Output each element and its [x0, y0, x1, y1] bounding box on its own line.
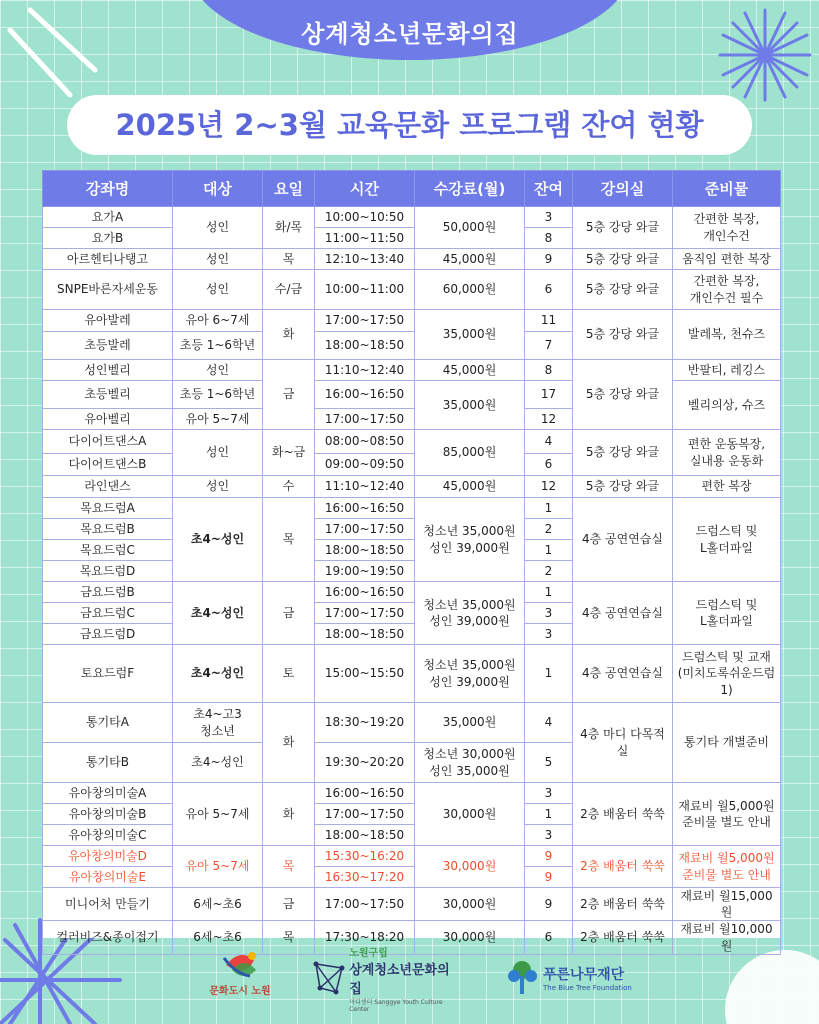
cell-target: 초4~성인 [173, 498, 263, 582]
cell-name: 라인댄스 [43, 476, 173, 498]
col-header-room: 강의실 [573, 171, 673, 207]
cell-target: 초4~고3 청소년 [173, 703, 263, 743]
cell-remaining: 1 [525, 540, 573, 561]
cell-fee: 30,000원 [415, 846, 525, 888]
cell-day: 화~금 [263, 430, 315, 476]
cell-supplies: 드럼스틱 및 L홀더파일 [673, 582, 781, 645]
cell-supplies: 간편한 복장, 개인수건 필수 [673, 270, 781, 310]
program-table [42, 170, 781, 955]
cell-room: 2층 배움터 쑥쑥 [573, 846, 673, 888]
table-row [43, 645, 781, 703]
cell-target: 6세~초6 [173, 921, 263, 954]
cell-time: 16:00~16:50 [315, 381, 415, 409]
cell-supplies: 재료비 월15,000원 [673, 888, 781, 921]
cell-fee: 50,000원 [415, 207, 525, 249]
cell-room: 5층 강당 와글 [573, 430, 673, 476]
sanggye-logo-top: 노원구립 [349, 947, 388, 959]
cell-time: 19:00~19:50 [315, 561, 415, 582]
deco-starburst-top-right [715, 5, 815, 105]
cell-day: 수/금 [263, 270, 315, 310]
cell-remaining: 9 [525, 846, 573, 867]
nowon-logo-icon [216, 948, 264, 982]
cell-name: 미니어처 만들기 [43, 888, 173, 921]
cell-day: 화 [263, 783, 315, 846]
cell-room: 2층 배움터 쑥쑥 [573, 888, 673, 921]
cell-day: 토 [263, 645, 315, 703]
cell-supplies: 통기타 개별준비 [673, 703, 781, 783]
cell-room: 4층 마디 다목적실 [573, 703, 673, 783]
cell-supplies: 드럼스틱 및 L홀더파일 [673, 498, 781, 582]
cell-target: 성인 [173, 476, 263, 498]
cell-room: 4층 공연연습실 [573, 582, 673, 645]
cell-name: 유아창의미술A [43, 783, 173, 804]
table-row [43, 783, 781, 804]
cell-fee: 35,000원 [415, 381, 525, 430]
cell-target: 초4~성인 [173, 582, 263, 645]
cell-supplies: 발레복, 천슈즈 [673, 310, 781, 360]
cell-day: 금 [263, 888, 315, 921]
cell-name: 유아창의미술C [43, 825, 173, 846]
cell-fee: 30,000원 [415, 921, 525, 954]
cell-remaining: 17 [525, 381, 573, 409]
cell-remaining: 3 [525, 783, 573, 804]
cell-target: 성인 [173, 249, 263, 270]
cell-remaining: 6 [525, 270, 573, 310]
cell-remaining: 3 [525, 825, 573, 846]
cell-fee: 45,000원 [415, 360, 525, 381]
cell-day: 화/목 [263, 207, 315, 249]
cell-day: 화 [263, 310, 315, 360]
cell-day: 금 [263, 360, 315, 430]
cell-target: 초4~성인 [173, 645, 263, 703]
cell-time: 10:00~11:00 [315, 270, 415, 310]
table-header-row [43, 171, 781, 207]
cell-fee: 청소년 35,000원 성인 39,000원 [415, 645, 525, 703]
cell-name: 아르헨티나탱고 [43, 249, 173, 270]
cell-supplies: 편한 복장 [673, 476, 781, 498]
cell-room: 5층 강당 와글 [573, 310, 673, 360]
cell-remaining: 3 [525, 603, 573, 624]
cell-time: 11:10~12:40 [315, 476, 415, 498]
cell-supplies: 움직임 편한 복장 [673, 249, 781, 270]
cell-time: 11:10~12:40 [315, 360, 415, 381]
cell-time: 11:00~11:50 [315, 228, 415, 249]
cell-fee: 청소년 35,000원 성인 39,000원 [415, 498, 525, 582]
col-header-time: 시간 [315, 171, 415, 207]
cell-day: 목 [263, 921, 315, 954]
cell-time: 17:30~18:20 [315, 921, 415, 954]
page-title: 2025년 2~3월 교육문화 프로그램 잔여 현황 [67, 95, 752, 155]
cell-target: 유아 5~7세 [173, 846, 263, 888]
cell-time: 17:00~17:50 [315, 888, 415, 921]
cell-fee: 30,000원 [415, 888, 525, 921]
cell-remaining: 8 [525, 228, 573, 249]
cell-day: 화 [263, 703, 315, 783]
cell-time: 08:00~08:50 [315, 430, 415, 454]
cell-time: 17:00~17:50 [315, 310, 415, 332]
cell-remaining: 8 [525, 360, 573, 381]
cell-name: 유아발레 [43, 310, 173, 332]
cell-day: 목 [263, 498, 315, 582]
cell-time: 16:00~16:50 [315, 783, 415, 804]
cell-name: 컬러비즈&종이접기 [43, 921, 173, 954]
col-header-supplies: 준비물 [673, 171, 781, 207]
cell-day: 목 [263, 846, 315, 888]
cell-remaining: 5 [525, 743, 573, 783]
sanggye-logo-icon [312, 958, 345, 998]
cell-remaining: 4 [525, 430, 573, 454]
cell-target: 유아 5~7세 [173, 409, 263, 430]
cell-remaining: 1 [525, 582, 573, 603]
cell-target: 초등 1~6학년 [173, 381, 263, 409]
cell-name: 초등발레 [43, 332, 173, 360]
cell-remaining: 9 [525, 867, 573, 888]
cell-fee: 45,000원 [415, 476, 525, 498]
table-row [43, 498, 781, 519]
cell-time: 19:30~20:20 [315, 743, 415, 783]
cell-room: 2층 배움터 쑥쑥 [573, 921, 673, 954]
cell-name: 금요드럼D [43, 624, 173, 645]
cell-target: 성인 [173, 430, 263, 476]
cell-remaining: 6 [525, 454, 573, 476]
cell-room: 5층 강당 와글 [573, 476, 673, 498]
cell-name: 다이어트댄스A [43, 430, 173, 454]
cell-time: 17:00~17:50 [315, 603, 415, 624]
cell-day: 금 [263, 582, 315, 645]
cell-time: 17:00~17:50 [315, 804, 415, 825]
bluetree-logo-icon [505, 958, 539, 998]
logo-nowon [205, 948, 275, 1008]
cell-name: 목요드럼A [43, 498, 173, 519]
cell-room: 5층 강당 와글 [573, 270, 673, 310]
deco-sparkle-top-left [0, 0, 110, 110]
cell-supplies: 드럼스틱 및 교재 (미치도록쉬운드럼1) [673, 645, 781, 703]
table-row [43, 207, 781, 228]
cell-fee: 85,000원 [415, 430, 525, 476]
cell-time: 16:30~17:20 [315, 867, 415, 888]
cell-remaining: 9 [525, 249, 573, 270]
table-row [43, 310, 781, 332]
cell-supplies: 반팔티, 레깅스 [673, 360, 781, 381]
table-row [43, 360, 781, 381]
cell-fee: 청소년 35,000원 성인 39,000원 [415, 582, 525, 645]
cell-target: 성인 [173, 360, 263, 381]
cell-supplies: 벨리의상, 슈즈 [673, 381, 781, 430]
table-row [43, 476, 781, 498]
cell-remaining: 2 [525, 561, 573, 582]
cell-time: 18:00~18:50 [315, 332, 415, 360]
cell-remaining: 9 [525, 888, 573, 921]
cell-name: 유아창의미술E [43, 867, 173, 888]
cell-name: 목요드럼B [43, 519, 173, 540]
cell-remaining: 12 [525, 409, 573, 430]
col-header-day: 요일 [263, 171, 315, 207]
cell-day: 목 [263, 249, 315, 270]
logo-sanggye [312, 947, 462, 1013]
cell-fee: 35,000원 [415, 703, 525, 743]
sanggye-logo-main: 상계청소년문화의집 [349, 962, 450, 997]
cell-name: 초등벨리 [43, 381, 173, 409]
cell-remaining: 2 [525, 519, 573, 540]
table-row [43, 430, 781, 454]
cell-name: 성인벨리 [43, 360, 173, 381]
cell-fee: 35,000원 [415, 310, 525, 360]
cell-target: 유아 6~7세 [173, 310, 263, 332]
cell-supplies: 편한 운동복장, 실내용 운동화 [673, 430, 781, 476]
cell-target: 성인 [173, 270, 263, 310]
cell-remaining: 1 [525, 645, 573, 703]
cell-name: 통기타B [43, 743, 173, 783]
sanggye-logo-sub: 마디센터 Sanggye Youth Culture Center [349, 998, 443, 1013]
cell-room: 4층 공연연습실 [573, 645, 673, 703]
cell-name: 유아벨리 [43, 409, 173, 430]
col-header-target: 대상 [173, 171, 263, 207]
org-name: 상계청소년문화의집 [301, 20, 519, 48]
col-header-remaining: 잔여 [525, 171, 573, 207]
cell-name: 금요드럼C [43, 603, 173, 624]
cell-name: 다이어트댄스B [43, 454, 173, 476]
cell-time: 16:00~16:50 [315, 498, 415, 519]
cell-name: 금요드럼B [43, 582, 173, 603]
cell-remaining: 6 [525, 921, 573, 954]
cell-target: 초등 1~6학년 [173, 332, 263, 360]
cell-room: 5층 강당 와글 [573, 249, 673, 270]
cell-name: 통기타A [43, 703, 173, 743]
bluetree-logo-sub: The Blue Tree Foundation [543, 984, 632, 992]
footer-logos [0, 948, 819, 1018]
cell-name: 요가A [43, 207, 173, 228]
cell-room: 5층 강당 와글 [573, 207, 673, 249]
cell-fee: 60,000원 [415, 270, 525, 310]
cell-name: SNPE바른자세운동 [43, 270, 173, 310]
cell-remaining: 11 [525, 310, 573, 332]
cell-remaining: 1 [525, 498, 573, 519]
table-row [43, 888, 781, 921]
cell-name: 목요드럼D [43, 561, 173, 582]
logo-bluetree [505, 948, 645, 1008]
cell-time: 16:00~16:50 [315, 582, 415, 603]
table-row-highlighted [43, 846, 781, 867]
cell-name: 유아창의미술B [43, 804, 173, 825]
cell-room: 5층 강당 와글 [573, 360, 673, 430]
cell-remaining: 3 [525, 624, 573, 645]
cell-name: 토요드럼F [43, 645, 173, 703]
nowon-logo-text: 문화도시 노원 [209, 986, 271, 997]
cell-remaining: 7 [525, 332, 573, 360]
table-row [43, 249, 781, 270]
cell-room: 2층 배움터 쑥쑥 [573, 783, 673, 846]
table-row [43, 270, 781, 310]
col-header-fee: 수강료(월) [415, 171, 525, 207]
cell-supplies: 재료비 월10,000원 [673, 921, 781, 954]
cell-time: 17:00~17:50 [315, 519, 415, 540]
bluetree-logo-main: 푸른나무재단 [543, 967, 625, 983]
cell-time: 18:30~19:20 [315, 703, 415, 743]
cell-time: 18:00~18:50 [315, 624, 415, 645]
table-row [43, 582, 781, 603]
cell-supplies: 재료비 월5,000원 준비물 별도 안내 [673, 783, 781, 846]
cell-time: 09:00~09:50 [315, 454, 415, 476]
cell-target: 초4~성인 [173, 743, 263, 783]
cell-time: 18:00~18:50 [315, 825, 415, 846]
cell-time: 10:00~10:50 [315, 207, 415, 228]
cell-name: 목요드럼C [43, 540, 173, 561]
cell-fee: 30,000원 [415, 783, 525, 846]
cell-day: 수 [263, 476, 315, 498]
cell-time: 17:00~17:50 [315, 409, 415, 430]
cell-target: 6세~초6 [173, 888, 263, 921]
cell-remaining: 4 [525, 703, 573, 743]
cell-fee: 청소년 30,000원 성인 35,000원 [415, 743, 525, 783]
cell-target: 유아 5~7세 [173, 783, 263, 846]
cell-supplies: 재료비 월5,000원 준비물 별도 안내 [673, 846, 781, 888]
cell-name: 유아창의미술D [43, 846, 173, 867]
cell-remaining: 1 [525, 804, 573, 825]
table-row [43, 703, 781, 743]
col-header-name: 강좌명 [43, 171, 173, 207]
cell-time: 15:00~15:50 [315, 645, 415, 703]
cell-name: 요가B [43, 228, 173, 249]
cell-fee: 45,000원 [415, 249, 525, 270]
cell-time: 18:00~18:50 [315, 540, 415, 561]
cell-target: 성인 [173, 207, 263, 249]
cell-remaining: 12 [525, 476, 573, 498]
cell-room: 4층 공연연습실 [573, 498, 673, 582]
cell-time: 15:30~16:20 [315, 846, 415, 867]
cell-time: 12:10~13:40 [315, 249, 415, 270]
cell-remaining: 3 [525, 207, 573, 228]
cell-supplies: 간편한 복장, 개인수건 [673, 207, 781, 249]
